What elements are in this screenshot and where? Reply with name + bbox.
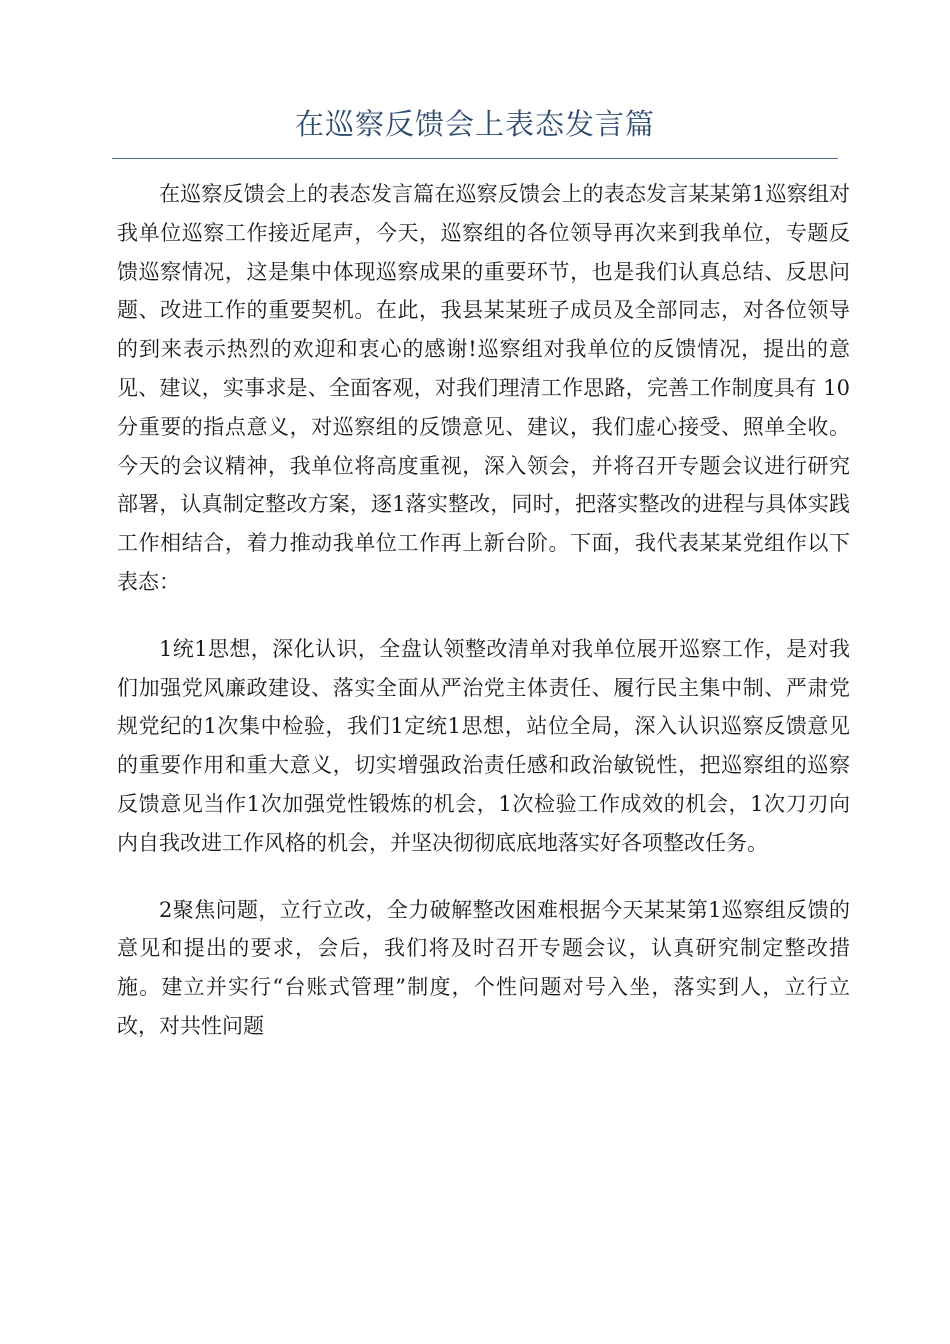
paragraph-point-1: 1统1思想，深化认识，全盘认领整改清单对我单位展开巡察工作，是对我们加强党风廉政建设、落实全面从严治党主体责任、履行民主集中制、严肃党规党纪的1次集中检验，我们1定统1思想，站位全局，深入认识巡察反馈意见的重要作用和重大意义，切实增强政治责任感和政治敏锐性，把巡察组的巡察反馈意见当作1次加强党性锻炼的机会，1次检验工作成效的机会，1次刀刃向内自我改进工作风格的机会，并坚决彻彻底底地落实好各项整改任务。 xyxy=(117,636,850,855)
title-divider xyxy=(112,158,838,159)
document-body xyxy=(117,175,850,1074)
paragraph-intro: 在巡察反馈会上的表态发言篇在巡察反馈会上的表态发言某某第1巡察组对我单位巡察工作接近尾声，今天，巡察组的各位领导再次来到我单位，专题反馈巡察情况，这是集中体现巡察成果的重要环节，也是我们认真总结、反思问题、改进工作的重要契机。在此，我县某某班子成员及全部同志，对各位领导的到来表示热烈的欢迎和衷心的感谢!巡察组对我单位的反馈情况，提出的意见、建议，实事求是、全面客观，对我们理清工作思路，完善工作制度具有 10 分重要的指点意义，对巡察组的反馈意见、建议，我们虚心接受、照单全收。今天的会议精神，我单位将高度重视，深入领会，并将召开专题会议进行研究部署，认真制定整改方案，逐1落实整改，同时，把落实整改的进程与具体实践工作相结合，着力推动我单位工作再上新台阶。下面，我代表某某党组作以下表态： xyxy=(117,182,850,594)
paragraph-point-2: 2聚焦问题，立行立改，全力破解整改困难根据今天某某第1巡察组反馈的意见和提出的要求，会后，我们将及时召开专题会议，认真研究制定整改措施。建立并实行“台账式管理”制度，个性问题对号入坐，落实到人，立行立改，对共性问题 xyxy=(117,897,850,1038)
document-title: 在巡察反馈会上表态发言篇 xyxy=(294,107,655,141)
